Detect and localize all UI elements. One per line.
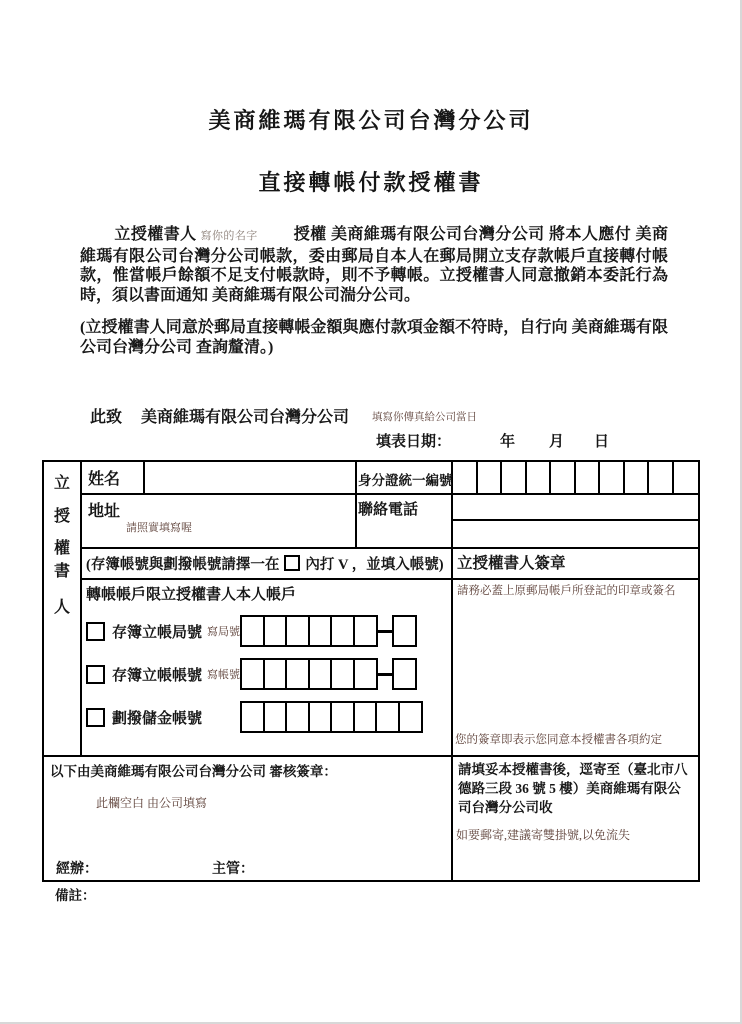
right-column-divider <box>451 462 453 880</box>
id-box-cell <box>625 462 650 493</box>
passbook-branch-number-boxes <box>240 615 417 647</box>
phone-cell-divider <box>451 519 698 521</box>
id-box-cell <box>502 462 527 493</box>
id-box-cell <box>576 462 601 493</box>
authorization-paragraph <box>80 225 668 305</box>
authorization-body: 授權 美商維瑪有限公司台灣分公司 將本人應付 美商維瑪有限公司台灣分公司帳款，委由郵局自本人在郵局開立支存款帳戶直接轉付帳款，惟當帳戶餘額不足支付帳款時，則不予轉帳。立授權書人同意撤銷本委託行為時，須以書面通知 美商維瑪有限公司湍分公司。 <box>80 226 668 304</box>
side-char: 書 <box>54 563 71 580</box>
digit-box <box>353 701 378 733</box>
digit-box <box>240 615 265 647</box>
company-review-heading: 以下由美商維瑪有限公司台灣分公司 審核簽章： <box>50 764 337 779</box>
box-connector-dash <box>378 630 392 633</box>
digit-box <box>308 658 333 690</box>
giro-account-label: 劃撥儲金帳號 <box>112 710 203 727</box>
id-box-cell <box>600 462 625 493</box>
passbook-account-number-boxes <box>240 658 417 690</box>
digit-box <box>308 615 333 647</box>
check-digit-box <box>392 615 417 647</box>
discrepancy-note-paragraph: (立授權書人同意於郵局直接轉帳金額與應付款項金額不符時，自行向 美商維瑪有限公司台灣分公司 查詢釐清。) <box>80 319 668 356</box>
mailing-instructions: 請填妥本授權書後，逕寄至（臺北市八德路三段 36 號 5 樓）美商維瑪有限公司台灣分公司收 <box>458 762 688 815</box>
digit-box <box>240 658 265 690</box>
name-cell-divider <box>143 462 145 493</box>
signature-column-label: 立授權書人簽章 <box>457 555 566 572</box>
signature-stamp-note: 請務必蓋上原郵局帳戶所登記的印章或簽名 <box>457 585 676 597</box>
checkbox-glyph <box>284 555 300 571</box>
company-use-hint: 此欄空白 由公司填寫 <box>96 796 208 810</box>
id-box-cell <box>478 462 503 493</box>
day-label: 日 <box>594 434 610 450</box>
month-label: 月 <box>549 434 565 450</box>
row1-divider <box>80 493 698 495</box>
digit-box <box>398 701 423 733</box>
row4-divider <box>44 755 698 757</box>
digit-box <box>285 658 310 690</box>
option-giro-account <box>86 701 202 733</box>
signature-agreement-note: 您的簽章即表示您同意本授權書各項約定 <box>455 734 662 746</box>
document-title: 直接轉帳付款授權書 <box>258 170 484 195</box>
choice-text-suffix: 內打 V ，並填入帳號) <box>305 557 444 573</box>
giro-account-number-boxes <box>240 701 423 733</box>
digit-box <box>285 701 310 733</box>
option-passbook-branch <box>86 615 240 647</box>
digit-box <box>375 701 400 733</box>
phone-label: 聯絡電話 <box>358 502 419 518</box>
authorization-form-table <box>42 460 700 882</box>
side-char: 授 <box>54 508 71 525</box>
digit-box <box>330 658 355 690</box>
account-restriction-heading: 轉帳帳戶限立授權書人本人帳戶 <box>86 587 297 603</box>
name-hint: 寫你的名字 <box>200 230 258 242</box>
digit-box <box>263 615 288 647</box>
fill-date-label: 填表日期： <box>376 434 452 450</box>
choice-text-prefix: (存簿帳號與劃撥帳號請擇一在 <box>86 557 280 573</box>
row3-divider <box>80 578 698 580</box>
salutation-company: 美商維瑪有限公司台灣分公司 <box>141 409 350 426</box>
company-title: 美商維瑪有限公司台灣分公司 <box>208 108 534 133</box>
id-number-label: 身分證統一編號 <box>358 473 453 488</box>
option-passbook-account <box>86 658 240 690</box>
id-box-cell <box>674 462 697 493</box>
passbook-account-hint: 寫帳號 <box>207 669 241 681</box>
id-box-cell <box>649 462 674 493</box>
giro-account-checkbox <box>86 708 105 727</box>
address-label: 地址 <box>88 503 121 520</box>
mid-column-divider <box>355 462 357 547</box>
registered-mail-hint: 如要郵寄,建議寄雙掛號,以免流失 <box>456 828 631 842</box>
name-label: 姓名 <box>88 471 121 488</box>
digit-box <box>330 701 355 733</box>
manager-label: 主管： <box>212 862 254 877</box>
digit-box <box>285 615 310 647</box>
digit-box <box>330 615 355 647</box>
passbook-account-label: 存簿立帳帳號 <box>112 667 203 684</box>
side-char: 權 <box>54 540 71 557</box>
year-label: 年 <box>500 434 516 450</box>
check-digit-box <box>392 658 417 690</box>
address-hint: 請照實填寫喔 <box>126 522 192 534</box>
id-box-cell <box>527 462 552 493</box>
salutation-to: 此致 <box>90 409 123 426</box>
digit-box <box>263 658 288 690</box>
id-number-boxes <box>453 462 696 493</box>
fax-date-hint: 填寫你傳真給公司當日 <box>372 412 477 423</box>
side-column-divider <box>80 462 82 755</box>
digit-box <box>353 615 378 647</box>
passbook-branch-checkbox <box>86 622 105 641</box>
side-char: 人 <box>54 599 71 616</box>
digit-box <box>240 701 265 733</box>
passbook-branch-label: 存簿立帳局號 <box>112 624 203 641</box>
clerk-label: 經辦： <box>56 862 98 877</box>
notes-label: 備註： <box>55 888 96 903</box>
box-connector-dash <box>378 673 392 676</box>
row2-divider <box>80 547 698 549</box>
account-choice-instruction <box>86 553 444 574</box>
side-char: 立 <box>54 475 71 492</box>
digit-box <box>263 701 288 733</box>
id-box-cell <box>453 462 478 493</box>
id-box-cell <box>551 462 576 493</box>
digit-box <box>353 658 378 690</box>
passbook-account-checkbox <box>86 665 105 684</box>
passbook-branch-hint: 寫局號 <box>207 626 241 638</box>
digit-box <box>308 701 333 733</box>
authorizer-lead: 立授權書人 <box>114 226 197 243</box>
